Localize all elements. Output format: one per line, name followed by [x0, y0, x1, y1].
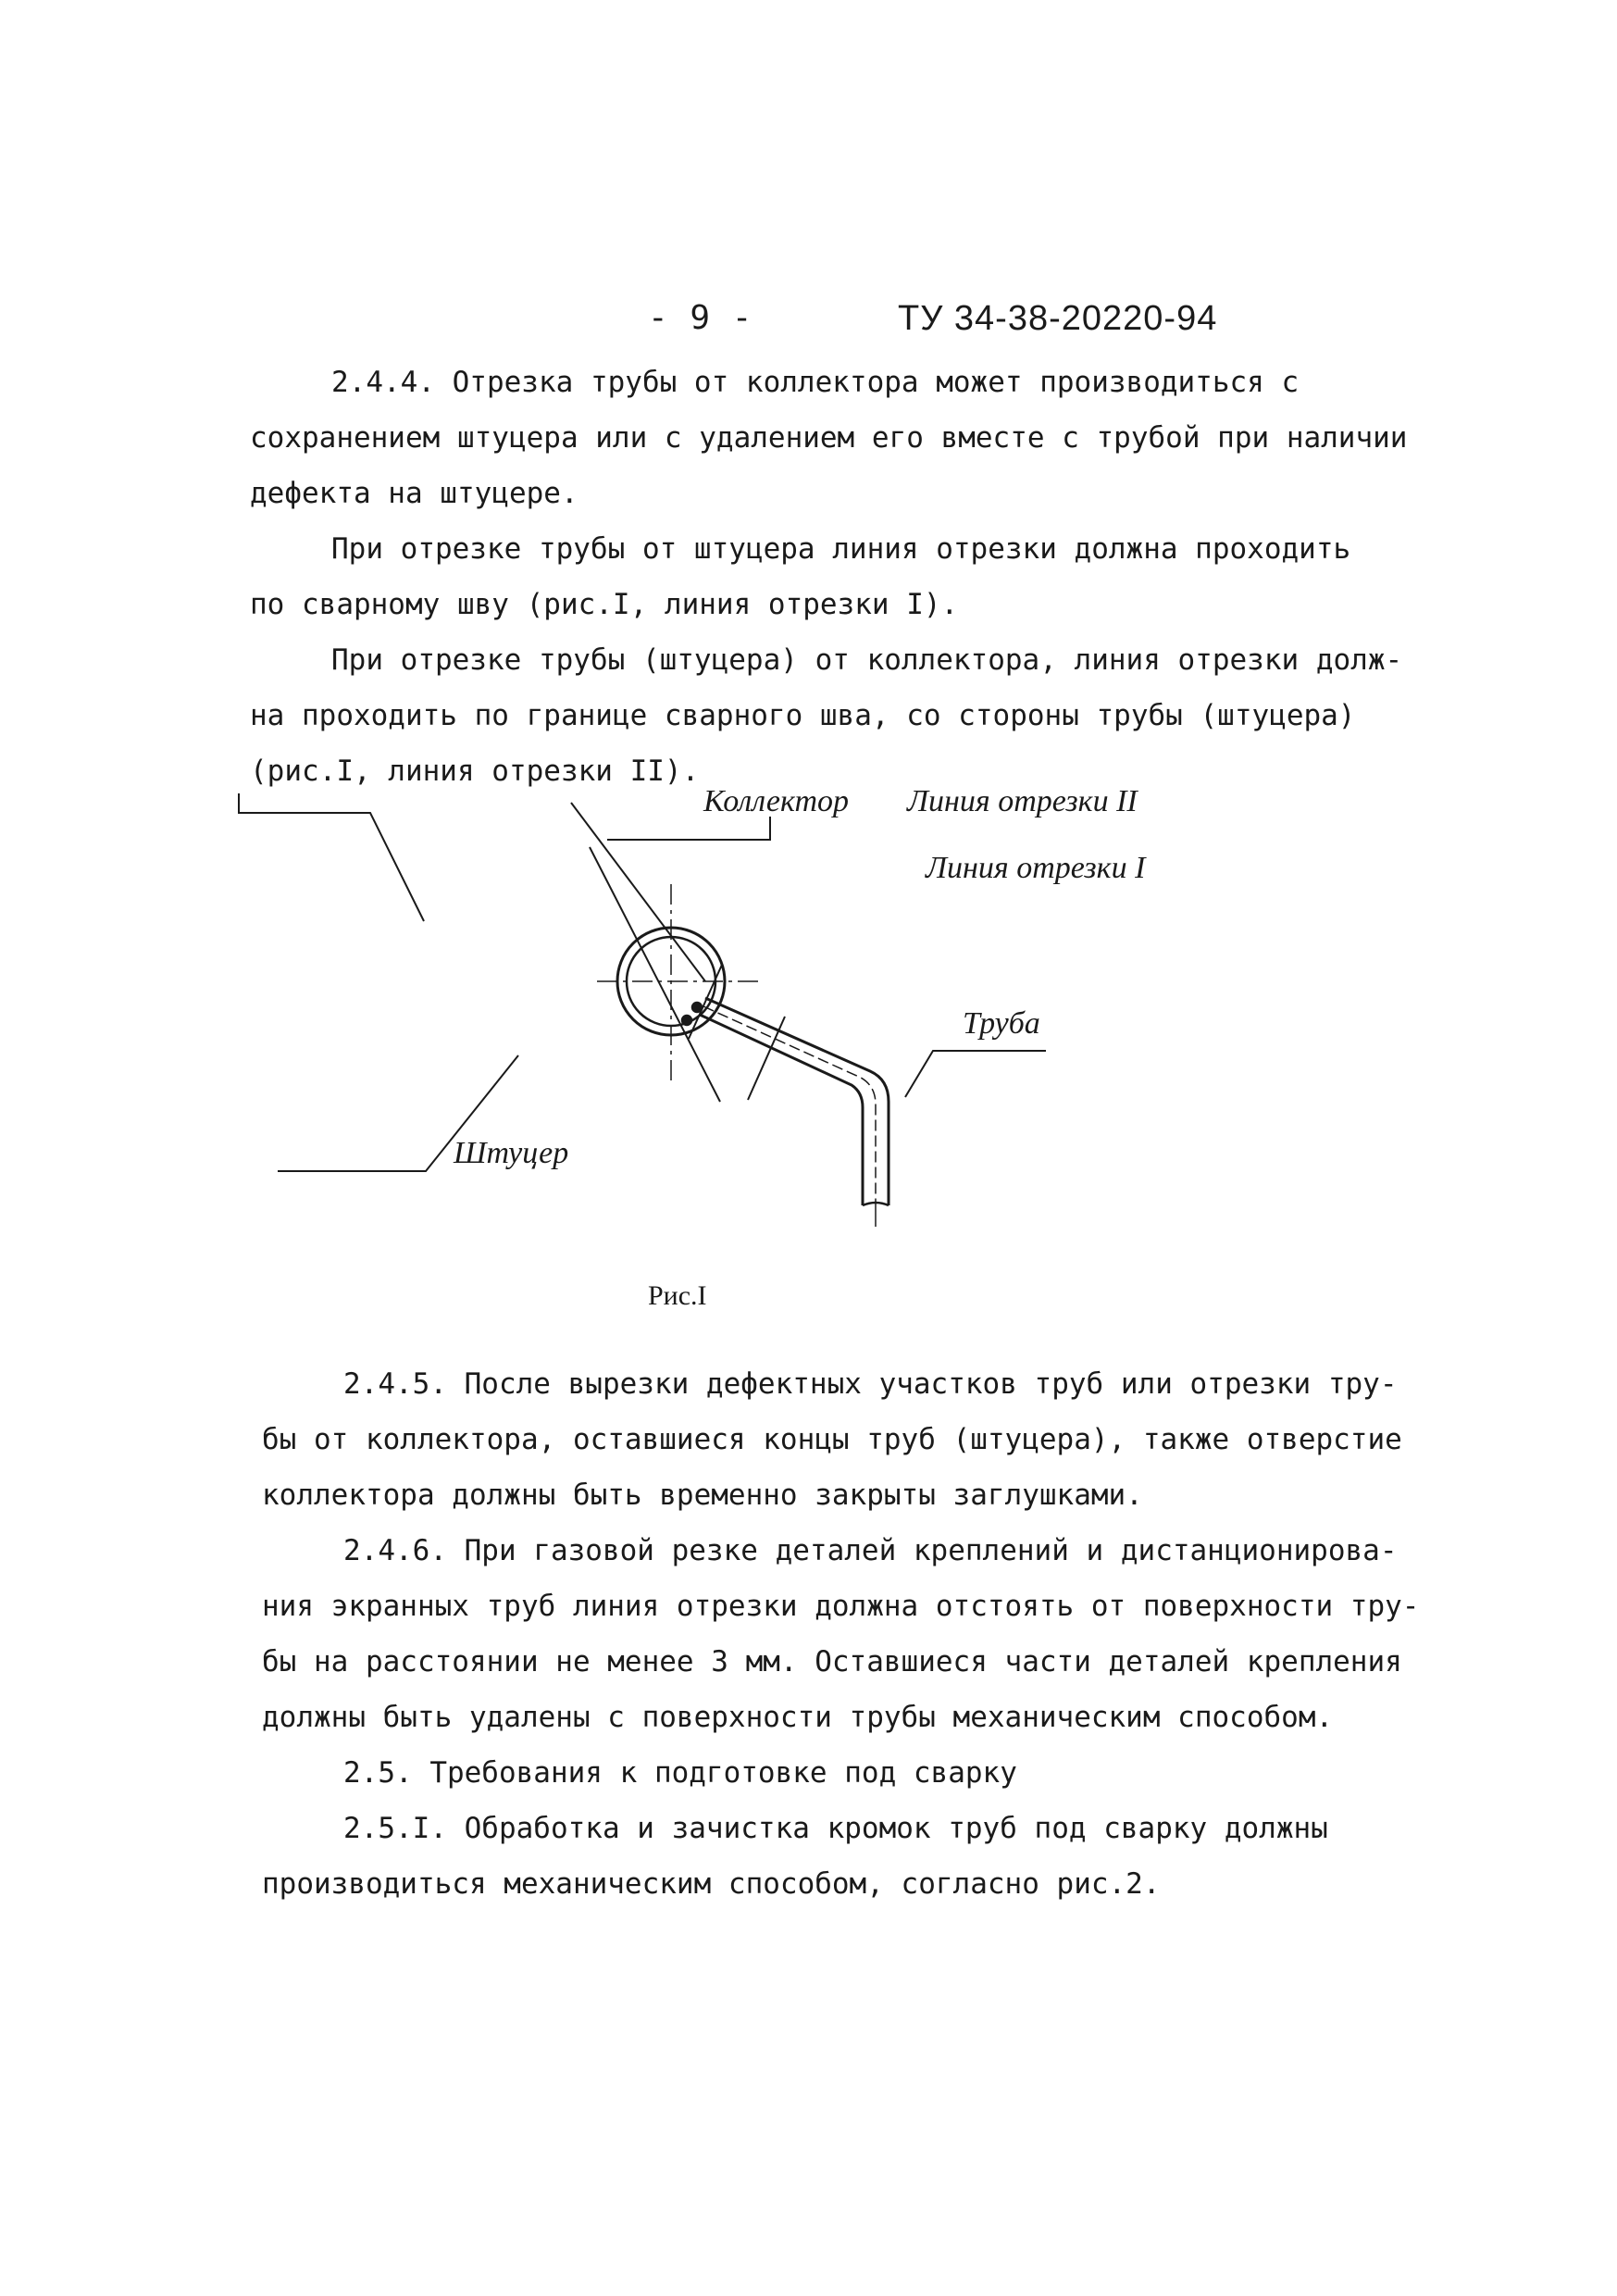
paragraph-2-5-1-line-2: производиться механическим способом, согласно рис.2.: [262, 1867, 1161, 1901]
cut-line-1-leader-shelf: [607, 817, 770, 840]
text-block-1: [250, 355, 1407, 799]
weld-seam-mark-lower: [682, 1016, 691, 1025]
collector-label: Коллектор: [703, 784, 850, 818]
section-2-5-heading: 2.5. Требования к подготовке под сварку: [343, 1756, 1017, 1790]
figure-1-caption: Рис.I: [648, 1280, 707, 1311]
text-block-2: [262, 1356, 1419, 1912]
paragraph-2-4-6-line-2: ния экранных труб линия отрезки должна отстоять от поверхности тру-: [262, 1590, 1420, 1623]
paragraph-2-4-4-line-1: 2.4.4. Отрезка трубы от коллектора может производиться с: [331, 366, 1300, 399]
collector-leader: [239, 793, 424, 921]
paragraph-2-4-4-line-3: дефекта на штуцере.: [250, 477, 578, 510]
cut-line-2-label: Линия отрезки II: [907, 784, 1138, 818]
weld-seam-mark-upper: [692, 1003, 702, 1012]
paragraph-2-4-5-line-3: коллектора должны быть временно закрыты заглушками.: [262, 1479, 1143, 1512]
paragraph-cut-collector-line-2: на проходить по границе сварного шва, со стороны трубы (штуцера): [250, 699, 1356, 732]
pipe-label: Труба: [963, 1006, 1040, 1041]
paragraph-cut-fitting-line-1: При отрезке трубы от штуцера линия отрезки должна проходить: [331, 532, 1351, 566]
pipe-outer-wall-left: [700, 1015, 863, 1205]
page-number: - 9 -: [648, 299, 753, 337]
cut-line-2-leader: [571, 803, 705, 981]
figure-1-diagram: [333, 784, 1240, 1250]
document-number: ТУ 34-38-20220-94: [898, 299, 1218, 338]
cut-line-1-label: Линия отрезки I: [926, 851, 1146, 885]
paragraph-2-4-6-line-3: бы на расстоянии не менее 3 мм. Оставшиеся части деталей крепления: [262, 1645, 1402, 1678]
paragraph-2-4-6-line-1: 2.4.6. При газовой резке деталей креплений и дистанционирова-: [343, 1534, 1398, 1567]
paragraph-2-4-5-line-1: 2.4.5. После вырезки дефектных участков труб или отрезки тру-: [343, 1367, 1398, 1401]
paragraph-cut-collector-line-3: (рис.I, линия отрезки II).: [250, 755, 700, 788]
paragraph-cut-fitting-line-2: по сварному шву (рис.I, линия отрезки I).: [250, 588, 959, 621]
paragraph-2-4-5-line-2: бы от коллектора, оставшиеся концы труб (штуцера), также отверстие: [262, 1423, 1402, 1456]
paragraph-cut-collector-line-1: При отрезке трубы (штуцера) от коллектора, линия отрезки долж-: [331, 643, 1403, 677]
fitting-label: Штуцер: [454, 1136, 569, 1170]
paragraph-2-4-6-line-4: должны быть удалены с поверхности трубы механическим способом.: [262, 1701, 1334, 1734]
paragraph-2-4-4-line-2: сохранением штуцера или с удалением его вместе с трубой при наличии: [250, 421, 1408, 455]
paragraph-2-5-1-line-1: 2.5.I. Обработка и зачистка кромок труб под сварку должны: [343, 1812, 1328, 1845]
pipe-leader: [905, 1051, 1046, 1097]
